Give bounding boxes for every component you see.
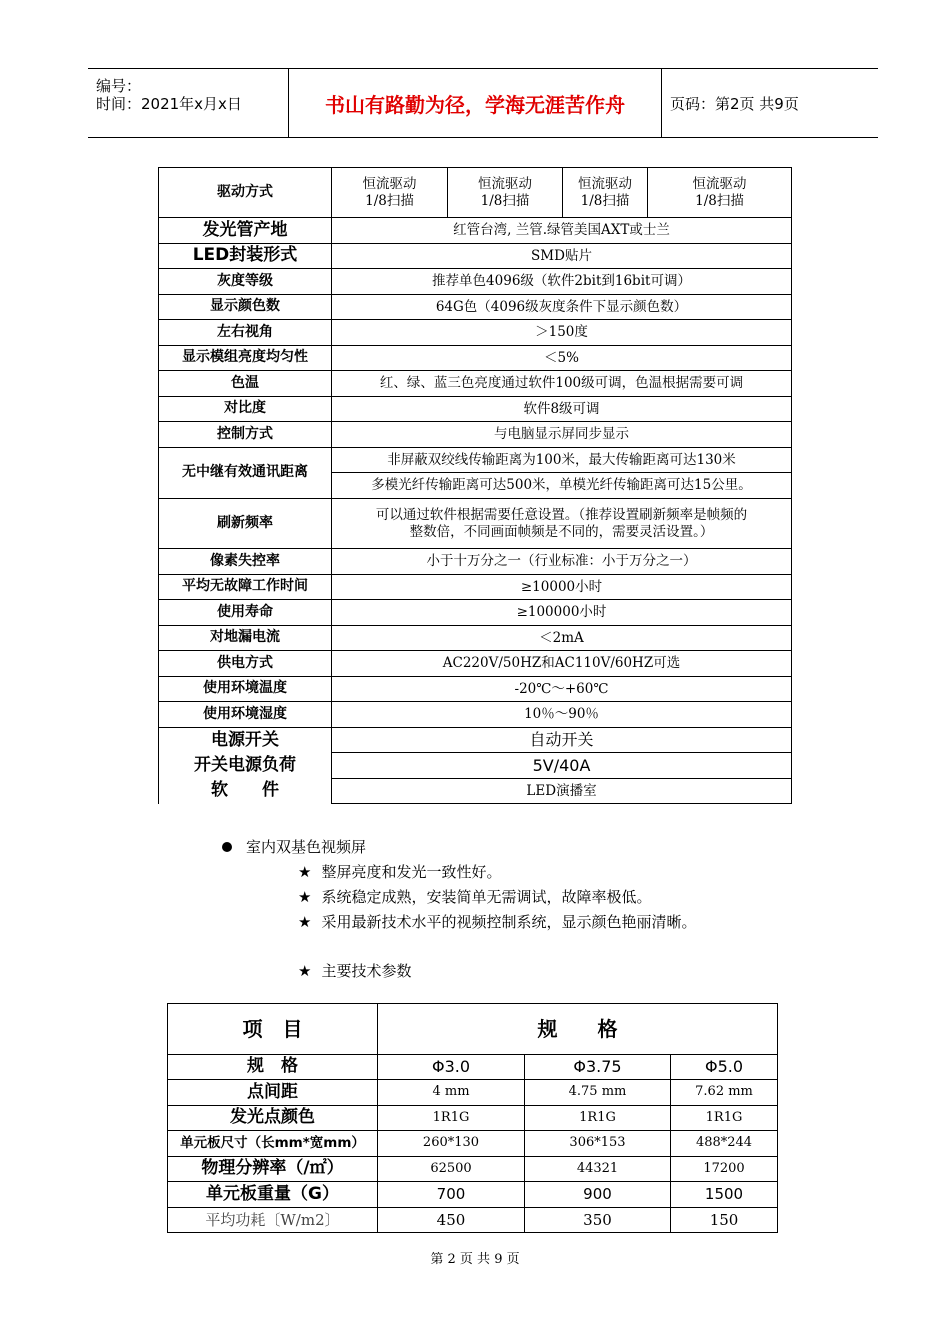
feature-text: 采用最新技术水平的视频控制系统，显示颜色艳丽清晰。	[321, 913, 697, 931]
row-key: 对地漏电流	[159, 626, 332, 651]
row-key: 平均无故障工作时间	[159, 575, 332, 600]
row-key: 软 件	[159, 779, 332, 804]
row-value: 红、绿、蓝三色亮度通过软件100级可调，色温根据需要可调	[332, 371, 792, 397]
row-key: 点间距	[168, 1080, 378, 1106]
table-row	[159, 168, 792, 218]
row-value: ＜2mA	[332, 626, 792, 651]
row-key: 色温	[159, 371, 332, 397]
row-value: 1500	[671, 1182, 778, 1208]
list-item	[298, 911, 696, 932]
row-key: 平均功耗〔W/m2〕	[168, 1208, 378, 1233]
table-row	[159, 651, 792, 677]
refresh-line: 可以通过软件根据需要任意设置。（推荐设置刷新频率是帧频的	[375, 506, 748, 523]
table-row	[159, 295, 792, 320]
table-row	[159, 397, 792, 422]
table-row	[159, 371, 792, 397]
row-value: 4.75 mm	[525, 1080, 671, 1106]
spec-table-2	[167, 1003, 778, 1233]
row-value: ＜5%	[332, 346, 792, 371]
table-row	[168, 1055, 778, 1080]
row-value: 306*153	[525, 1131, 671, 1157]
star-icon: ★	[298, 913, 312, 931]
section-title: 室内双基色视频屏	[246, 838, 367, 856]
row-value: Φ3.0	[378, 1055, 525, 1080]
row-key: 显示模组亮度均匀性	[159, 346, 332, 371]
section-heading	[222, 836, 366, 857]
row-key: 驱动方式	[159, 168, 332, 218]
row-value: ＞150度	[332, 320, 792, 346]
drive-line: 恒流驱动	[478, 175, 532, 192]
spec-table-1	[158, 167, 792, 804]
list-item	[298, 861, 501, 882]
row-key: 显示颜色数	[159, 295, 332, 320]
row-value: 62500	[378, 1157, 525, 1182]
table-row	[168, 1157, 778, 1182]
row-value: 推荐单色4096级（软件2bit到16bit可调）	[332, 269, 792, 295]
row-value: 44321	[525, 1157, 671, 1182]
drive-line: 恒流驱动	[578, 175, 632, 192]
drive-line: 恒流驱动	[362, 175, 417, 192]
feature-text: 整屏亮度和发光一致性好。	[321, 863, 502, 881]
row-value: 多模光纤传输距离可达500米，单模光纤传输距离可达15公里。	[332, 473, 792, 499]
row-key: 规 格	[168, 1055, 378, 1080]
row-key: 电源开关	[159, 728, 332, 753]
table-row	[168, 1131, 778, 1157]
row-value: 自动开关	[332, 728, 792, 753]
page-header	[88, 68, 878, 138]
drive-cell	[332, 168, 448, 218]
table-row	[168, 1208, 778, 1233]
row-value: LED演播室	[332, 779, 792, 804]
row-value: 5V/40A	[332, 753, 792, 779]
row-value: 900	[525, 1182, 671, 1208]
star-icon: ★	[298, 962, 312, 980]
params-title: 主要技术参数	[321, 962, 412, 980]
table-row	[159, 702, 792, 728]
row-value: Φ3.75	[525, 1055, 671, 1080]
table-row	[168, 1106, 778, 1131]
row-value: 1R1G	[671, 1106, 778, 1131]
star-icon: ★	[298, 888, 312, 906]
table-row	[159, 422, 792, 448]
list-item	[298, 886, 651, 907]
row-value	[332, 499, 792, 549]
table-row	[159, 269, 792, 295]
row-value: AC220V/50HZ和AC110V/60HZ可选	[332, 651, 792, 677]
table-row	[168, 1004, 778, 1055]
table-row	[159, 320, 792, 346]
table-row	[159, 244, 792, 269]
table-row	[159, 600, 792, 626]
row-value: 64G色（4096级灰度条件下显示颜色数）	[332, 295, 792, 320]
table-row	[159, 753, 792, 779]
row-key: 无中继有效通讯距离	[159, 448, 332, 499]
row-value: 488*244	[671, 1131, 778, 1157]
scan-line: 1/8扫描	[580, 192, 630, 209]
doc-number-label: 编号：	[96, 77, 142, 95]
table-row	[159, 218, 792, 244]
table-row	[168, 1080, 778, 1106]
table-row	[168, 1182, 778, 1208]
row-value: 700	[378, 1182, 525, 1208]
row-key: 使用环境湿度	[159, 702, 332, 728]
list-item	[298, 960, 411, 981]
row-value: 小于十万分之一（行业标准：小于万分之一）	[332, 549, 792, 575]
row-value: 1R1G	[378, 1106, 525, 1131]
row-key: 像素失控率	[159, 549, 332, 575]
header-meta	[88, 69, 289, 137]
table-row	[159, 499, 792, 549]
table-row	[159, 346, 792, 371]
drive-cell	[448, 168, 563, 218]
row-key: 发光点颜色	[168, 1106, 378, 1131]
row-key: 发光管产地	[159, 218, 332, 244]
row-value: 150	[671, 1208, 778, 1233]
row-key: 开关电源负荷	[159, 753, 332, 779]
row-value: Φ5.0	[671, 1055, 778, 1080]
row-key: 对比度	[159, 397, 332, 422]
row-key: LED封装形式	[159, 244, 332, 269]
row-value: 与电脑显示屏同步显示	[332, 422, 792, 448]
row-value: 260*130	[378, 1131, 525, 1157]
drive-cell	[648, 168, 792, 218]
table-row	[159, 549, 792, 575]
row-key: 灰度等级	[159, 269, 332, 295]
header-item: 项 目	[168, 1004, 378, 1055]
row-key: 使用环境温度	[159, 677, 332, 702]
scan-line: 1/8扫描	[480, 192, 530, 209]
header-motto: 书山有路勤为径，学海无涯苦作舟	[289, 69, 662, 137]
scan-line: 1/8扫描	[365, 192, 414, 209]
row-value: SMD贴片	[332, 244, 792, 269]
drive-line: 恒流驱动	[692, 175, 747, 192]
doc-time-label: 时间：2021年x月x日	[96, 95, 242, 113]
table-row	[159, 677, 792, 702]
header-page-label: 页码：第2页 共9页	[670, 94, 799, 113]
bullet-dot-icon	[222, 842, 232, 852]
row-value: 非屏蔽双绞线传输距离为100米，最大传输距离可达130米	[332, 448, 792, 473]
table-row	[159, 626, 792, 651]
table-row	[159, 779, 792, 804]
row-value: 软件8级可调	[332, 397, 792, 422]
row-key: 控制方式	[159, 422, 332, 448]
row-key: 左右视角	[159, 320, 332, 346]
table-row	[159, 575, 792, 600]
row-value: 红管台湾, 兰管.绿管美国AXT或士兰	[332, 218, 792, 244]
row-key: 使用寿命	[159, 600, 332, 626]
header-spec: 规 格	[378, 1004, 778, 1055]
row-value: 1R1G	[525, 1106, 671, 1131]
drive-cell	[563, 168, 648, 218]
table-row	[159, 448, 792, 473]
row-value: 350	[525, 1208, 671, 1233]
star-icon: ★	[298, 863, 312, 881]
row-value: 4 mm	[378, 1080, 525, 1106]
row-value: 450	[378, 1208, 525, 1233]
feature-text: 系统稳定成熟，安装简单无需调试，故障率极低。	[321, 888, 652, 906]
page-footer: 第 2 页 共 9 页	[430, 1252, 520, 1267]
row-value: ≥10000小时	[332, 575, 792, 600]
row-key: 单元板尺寸（长mm*宽mm）	[168, 1131, 378, 1157]
row-key: 物理分辨率（/㎡）	[168, 1157, 378, 1182]
row-key: 单元板重量（G）	[168, 1182, 378, 1208]
row-key: 供电方式	[159, 651, 332, 677]
row-key: 刷新频率	[159, 499, 332, 549]
row-value: 17200	[671, 1157, 778, 1182]
row-value: -20℃～+60℃	[332, 677, 792, 702]
row-value: 7.62 mm	[671, 1080, 778, 1106]
row-value: ≥100000小时	[332, 600, 792, 626]
table-row	[159, 728, 792, 753]
row-value: 10％～90％	[332, 702, 792, 728]
refresh-line: 整数倍，不同画面帧频是不同的，需要灵活设置。）	[409, 523, 714, 540]
scan-line: 1/8扫描	[695, 192, 744, 209]
